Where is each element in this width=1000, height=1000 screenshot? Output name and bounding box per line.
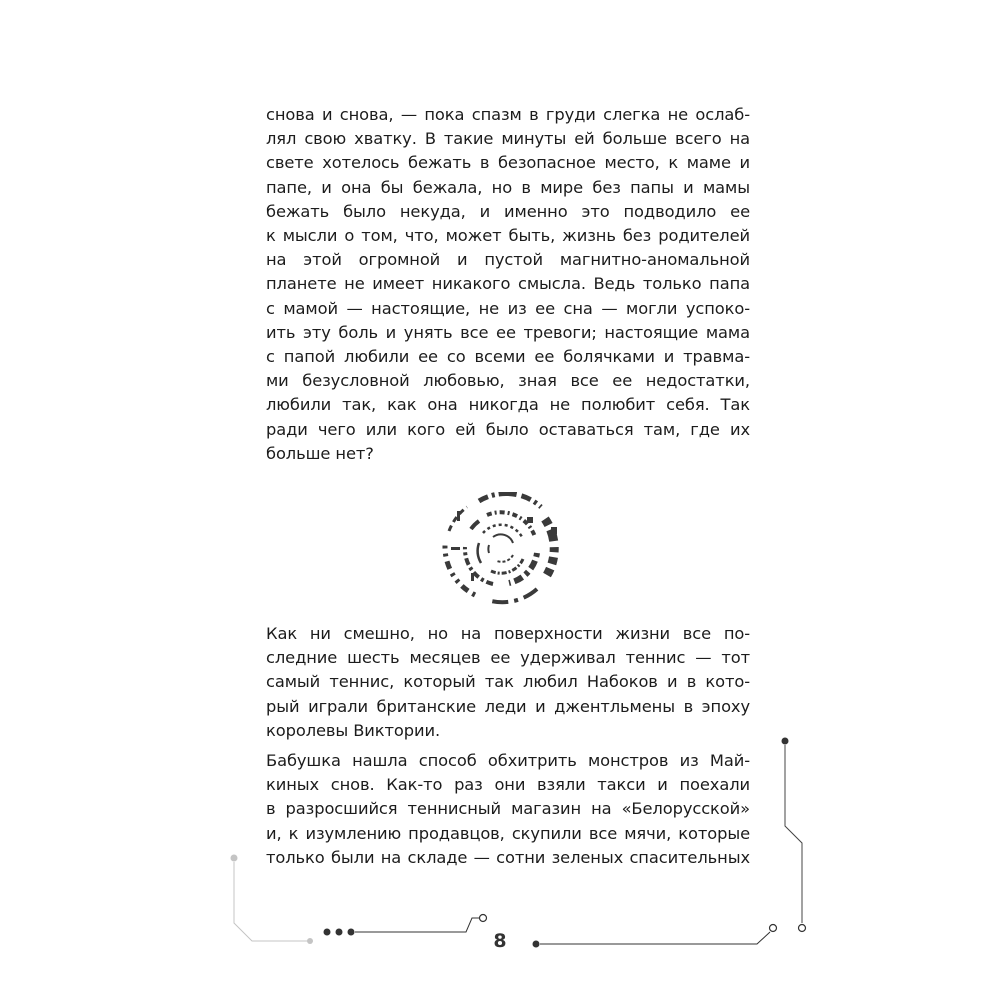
text-line: любили так, как она никогда не полюбит себя. Так — [266, 395, 750, 415]
page-number: 8 — [493, 930, 507, 952]
text-line: папе, и она бы бежала, но в мире без папы и мамы — [266, 177, 750, 197]
text-line: лял свою хватку. В такие минуты ей больше всего на — [266, 129, 750, 149]
text-line: бежать было некуда, и именно это подводило ее — [266, 201, 750, 221]
text-line: планете не имеет никакого смысла. Ведь только папа — [266, 274, 750, 294]
text-line: ми безусловной любовью, зная все ее недостатки, — [266, 371, 750, 391]
text-line: с мамой — настоящие, не из ее сна — могли успоко- — [266, 298, 750, 318]
text-line: свете хотелось бежать в безопасное место, к маме и — [266, 153, 750, 173]
text-line: к мысли о том, что, может быть, жизнь без родителей — [266, 226, 750, 246]
text-line: и, к изумлению продавцов, скупили все мячи, которые — [266, 823, 750, 843]
circuit-left — [231, 855, 487, 945]
text-line: ить эту боль и унять все ее тревоги; настоящие мама — [266, 322, 750, 342]
text-line: королевы Виктории. — [266, 720, 441, 740]
text-line: следние шесть месяцев ее удерживал теннис — тот — [266, 648, 750, 668]
text-line: Как ни смешно, но на поверхности жизни все по- — [266, 624, 750, 643]
circuit-right — [533, 738, 806, 948]
text-line: киных снов. Как-то раз они взяли такси и поехали — [266, 775, 750, 795]
text-line: снова и снова, — пока спазм в груди слегка не ослаб- — [266, 105, 750, 124]
text-line: с папой любили ее со всеми ее болячками и травма- — [266, 347, 750, 367]
text-line: на этой огромной и пустой магнитно-аномальной — [266, 250, 750, 270]
text-line: больше нет? — [266, 443, 374, 463]
text-line: рый играли британские леди и джентльмены в эпоху — [266, 696, 750, 716]
text-line: самый теннис, который так любил Набоков и в кото- — [266, 672, 750, 692]
text-line: только были на складе — сотни зеленых спасительных — [266, 847, 750, 867]
text-line: в разросшийся теннисный магазин на «Белорусской» — [266, 799, 750, 819]
text-line: Бабушка нашла способ обхитрить монстров из Май- — [266, 751, 750, 770]
text-line: ради чего или кого ей было оставаться там, где их — [266, 419, 750, 439]
